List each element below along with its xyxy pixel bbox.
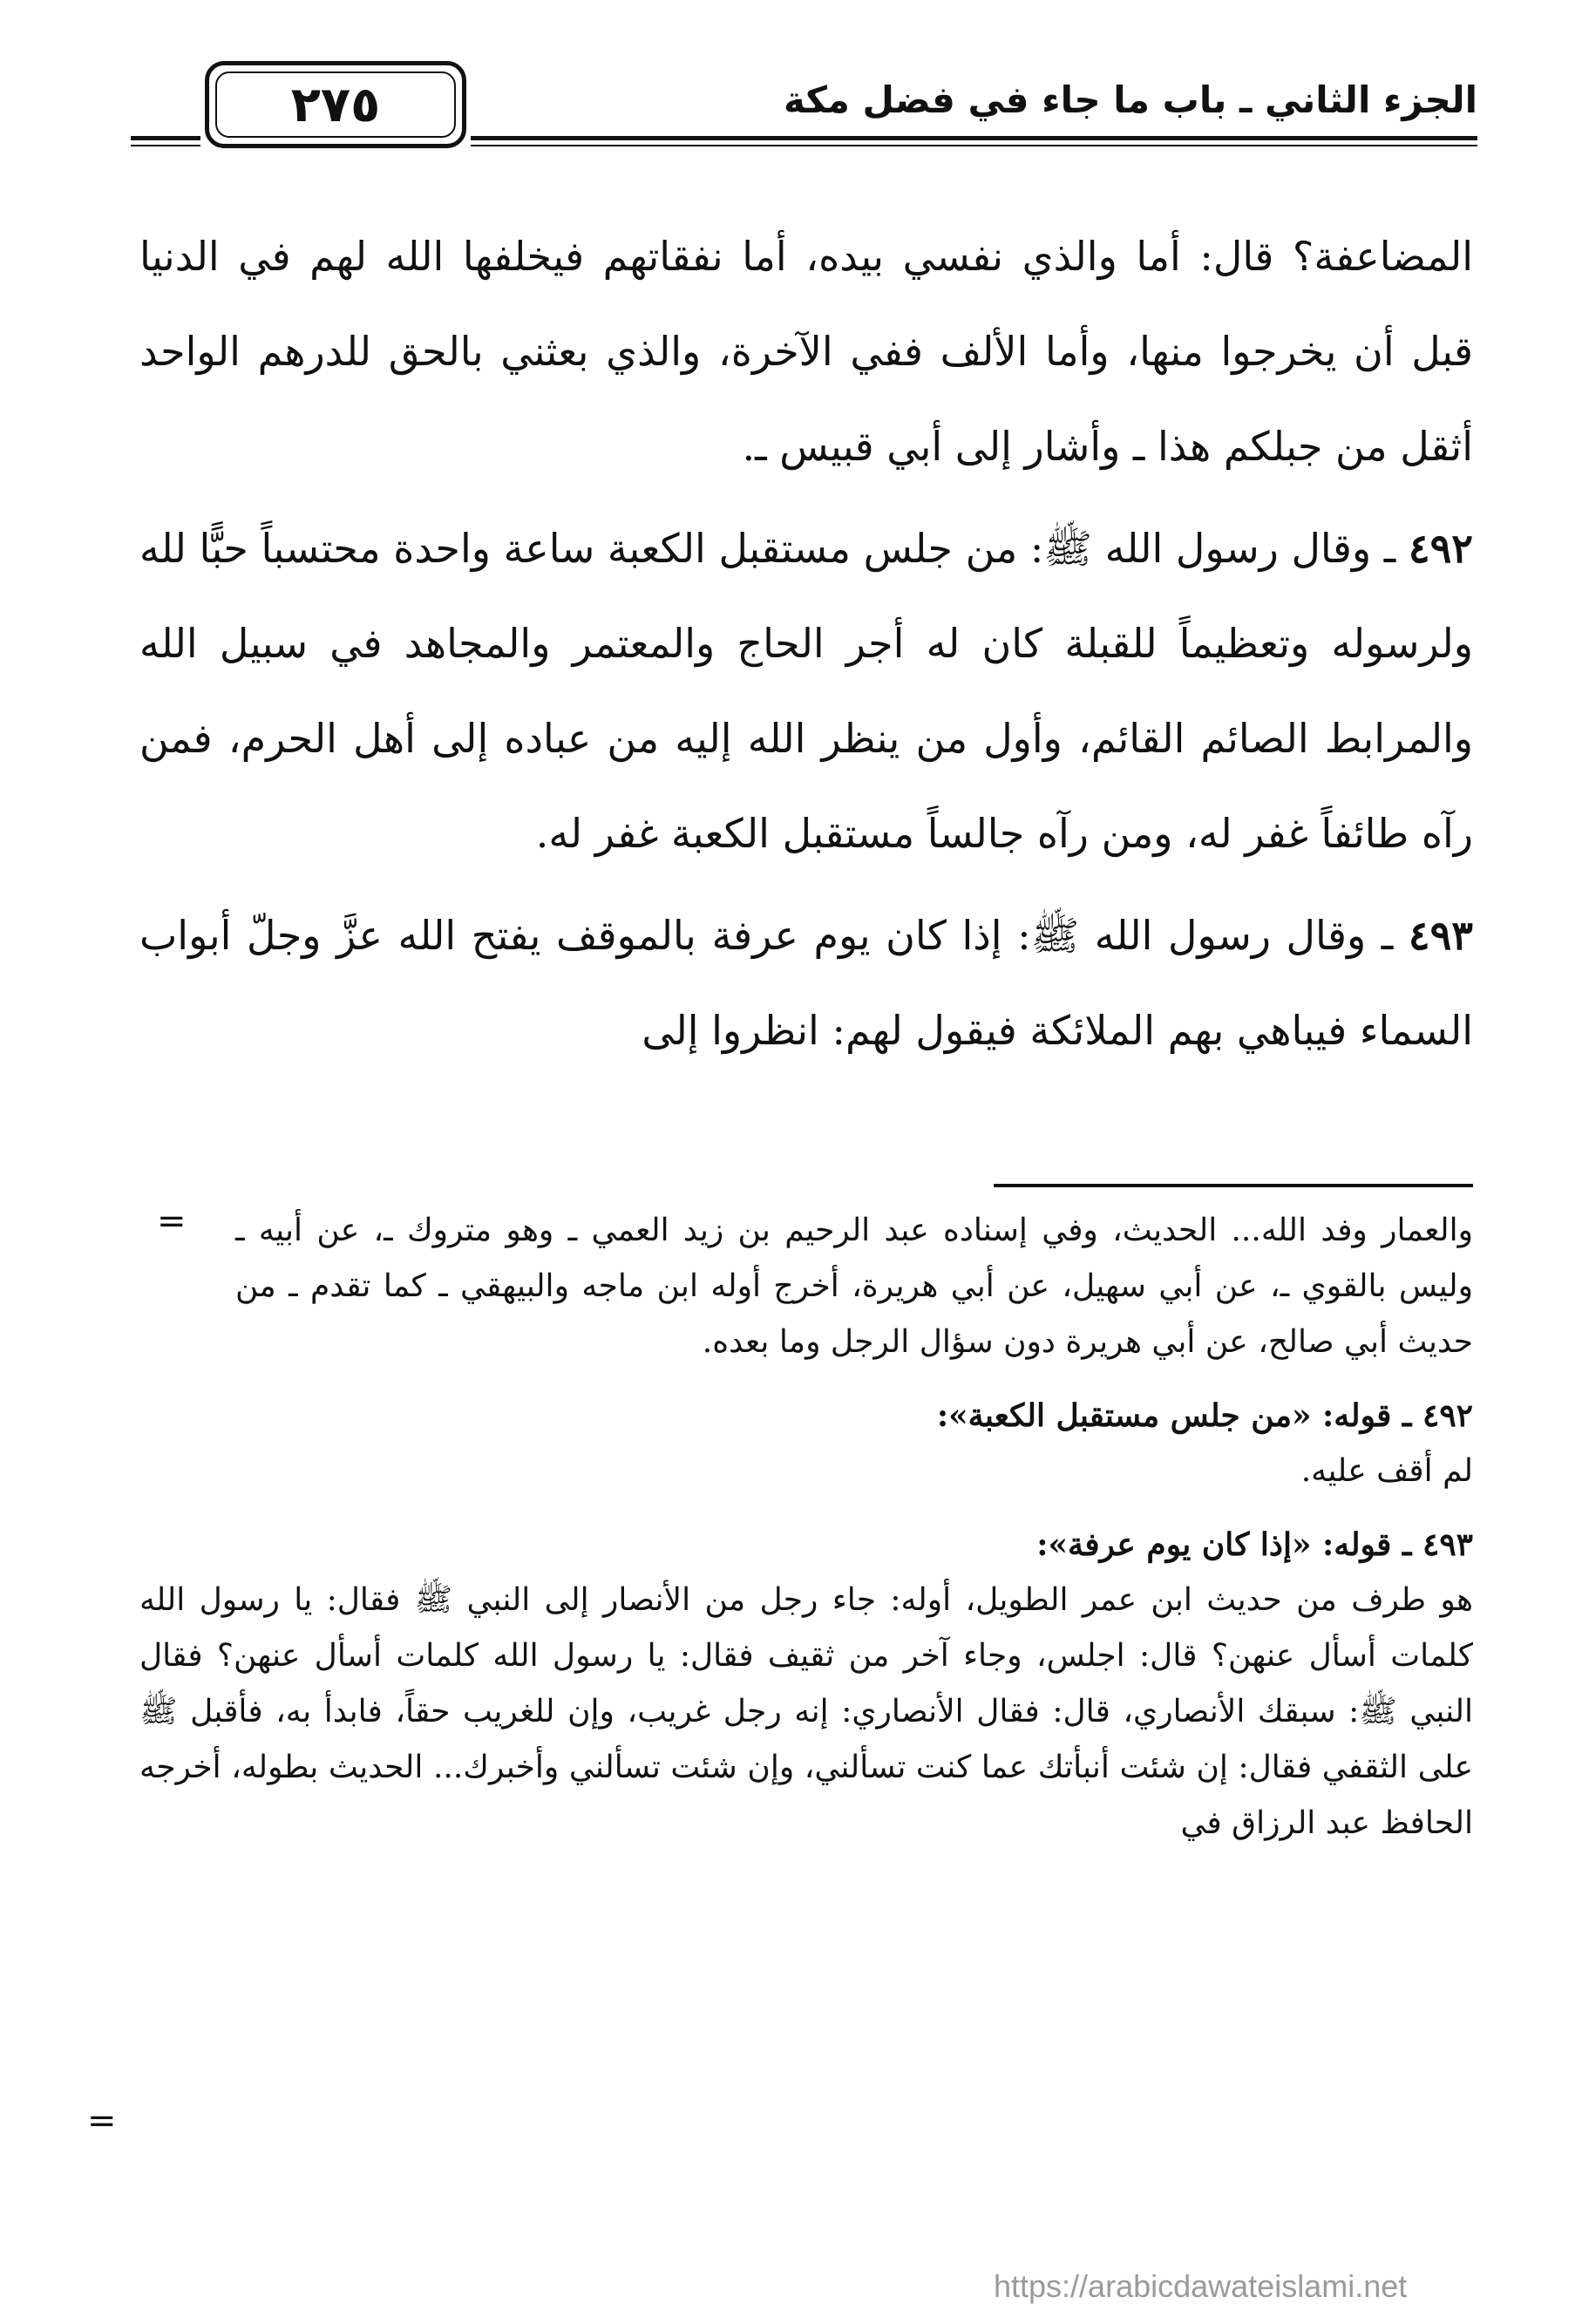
- page-number-frame: [205, 61, 466, 148]
- footnote-head-493: ٤٩٣ ـ قوله: «إذا كان يوم عرفة»:: [1036, 1526, 1473, 1563]
- footnote-body-492: لم أقف عليه.: [1300, 1453, 1473, 1489]
- continuation-mark-start: =: [157, 1201, 187, 1241]
- hadith-paragraph-492: [139, 501, 1473, 881]
- page-header: [131, 61, 1477, 157]
- page-number: ٢٧٥: [290, 76, 381, 133]
- hadith-paragraph-493: [139, 888, 1473, 1078]
- paragraph-text: المضاعفة؟ قال: أما والذي نفسي بيده، أما نفقاتهم فيخلفها الله لهم في الدنيا قبل أن يخرجوا منها، وأما الألف ففي الآخرة، والذي بعثني بالحق للدرهم الواحد أثقل من جبلكم هذا ـ وأشار إلى أبي قبيس ـ.: [139, 233, 1473, 470]
- watermark-url: https://arabicdawateislami.net: [994, 2268, 1408, 2304]
- paragraph-text: ـ وقال رسول الله ﷺ: من جلس مستقبل الكعبة ساعة واحدة محتسباً حبًّا لله ولرسوله وتعظيماً للقبلة كان له أجر الحاج والمعتمر والمجاهد في سبيل الله والمرابط الصائم القائم، وأول من ينظر الله إليه من عباده إلى أهل الحرم، فمن رآه طائفاً غفر له، ومن رآه جالساً مستقبل الكعبة غفر له.: [139, 525, 1473, 857]
- paragraph-text: ـ وقال رسول الله ﷺ: إذا كان يوم عرفة بالموقف يفتح الله عزَّ وجلّ أبواب السماء فيباهي بهم الملائكة فيقول لهم: انظروا إلى: [139, 912, 1473, 1054]
- main-text: [139, 209, 1473, 1078]
- paragraph-continued: [139, 209, 1473, 494]
- footnote-continued: والعمار وفد الله... الحديث، وفي إسناده عبد الرحيم بن زيد العمي ـ وهو متروك ـ، عن أبيه ـ وليس بالقوي ـ، عن أبي سهيل، عن أبي هريرة، أخرج أوله ابن ماجه والبيهقي ـ كما تقدم ـ من حديث أبي صالح، عن أبي هريرة دون سؤال الرجل وما بعده.: [235, 1213, 1473, 1360]
- continuation-mark-end: =: [87, 2101, 117, 2141]
- running-title: الجزء الثاني ـ باب ما جاء في فضل مكة: [783, 78, 1477, 121]
- hadith-number: ٤٩٢: [1408, 525, 1473, 572]
- footnote-head-492: ٤٩٢ ـ قوله: «من جلس مستقبل الكعبة»:: [936, 1397, 1473, 1434]
- footnotes: [139, 1203, 1473, 1852]
- footnote-separator: [994, 1184, 1473, 1187]
- footnote-body-493: هو طرف من حديث ابن عمر الطويل، أوله: جاء رجل من الأنصار إلى النبي ﷺ فقال: يا رسول الله كلمات أسأل عنهن؟ قال: اجلس، وجاء آخر من ثقيف فقال: يا رسول الله كلمات أسأل عنهن؟ فقال النبي ﷺ: سبقك الأنصاري، قال: فقال الأنصاري: إنه رجل غريب، وإن للغريب حقاً، فابدأ به، فأقبل ﷺ على الثقفي فقال: إن شئت أنبأتك عما كنت تسألني، وإن شئت تسألني وأخبرك... الحديث بطوله، أخرجه الحافظ عبد الرزاق في: [139, 1582, 1473, 1841]
- hadith-number: ٤٩٣: [1408, 912, 1473, 959]
